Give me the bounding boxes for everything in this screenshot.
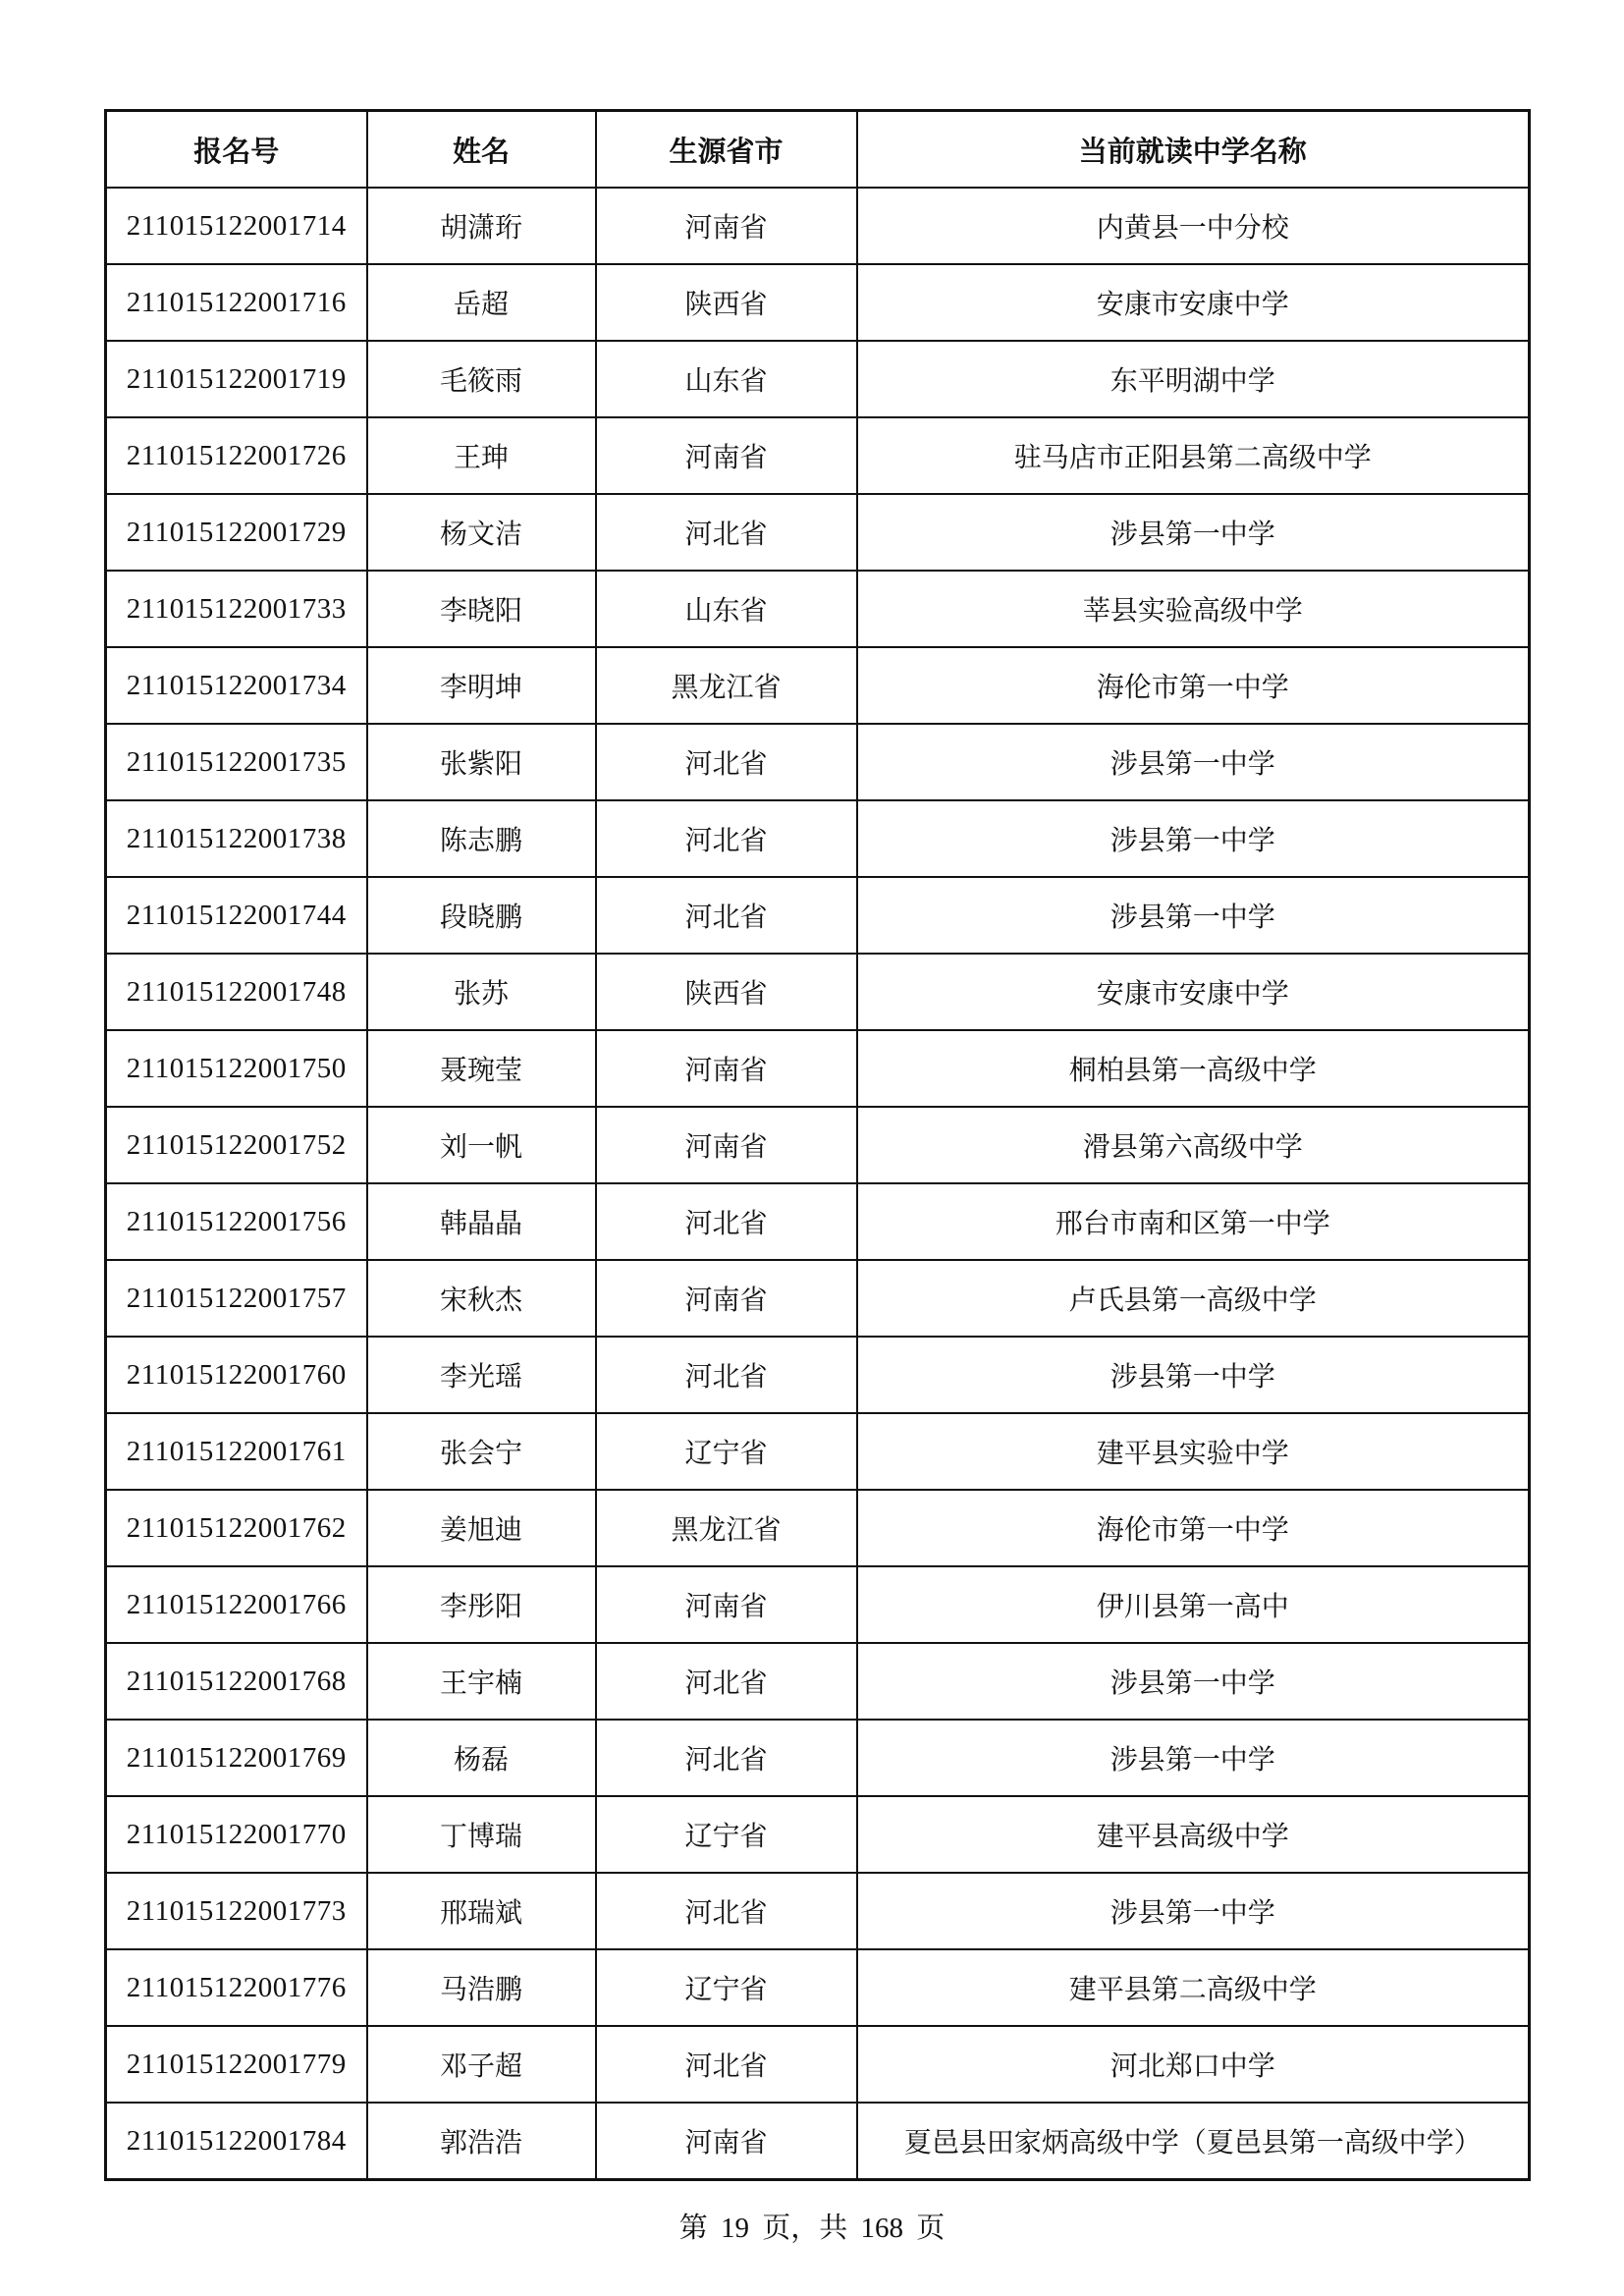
cell-student-name: 陈志鹏 — [367, 800, 596, 877]
cell-student-name: 宋秋杰 — [367, 1260, 596, 1337]
cell-school-name: 莘县实验高级中学 — [857, 571, 1530, 647]
table-row — [106, 1566, 1530, 1643]
cell-registration-number: 211015122001716 — [106, 264, 367, 341]
cell-school-name: 滑县第六高级中学 — [857, 1107, 1530, 1183]
cell-province: 河北省 — [596, 2026, 857, 2103]
cell-registration-number: 211015122001776 — [106, 1949, 367, 2026]
header-registration-number: 报名号 — [106, 111, 367, 189]
cell-province: 河北省 — [596, 800, 857, 877]
cell-province: 河北省 — [596, 1337, 857, 1413]
cell-student-name: 岳超 — [367, 264, 596, 341]
cell-registration-number: 211015122001773 — [106, 1873, 367, 1949]
cell-student-name: 聂琬莹 — [367, 1030, 596, 1107]
cell-student-name: 李明坤 — [367, 647, 596, 724]
cell-province: 河北省 — [596, 1183, 857, 1260]
cell-school-name: 涉县第一中学 — [857, 800, 1530, 877]
cell-school-name: 建平县实验中学 — [857, 1413, 1530, 1490]
table-row — [106, 724, 1530, 800]
table-row — [106, 1337, 1530, 1413]
cell-province: 河南省 — [596, 1107, 857, 1183]
cell-province: 河南省 — [596, 1030, 857, 1107]
cell-student-name: 李晓阳 — [367, 571, 596, 647]
table-row — [106, 264, 1530, 341]
table-row — [106, 954, 1530, 1030]
cell-school-name: 安康市安康中学 — [857, 264, 1530, 341]
cell-province: 河北省 — [596, 1720, 857, 1796]
cell-registration-number: 211015122001756 — [106, 1183, 367, 1260]
cell-student-name: 李光瑶 — [367, 1337, 596, 1413]
header-row — [106, 111, 1530, 189]
cell-student-name: 王珅 — [367, 417, 596, 494]
cell-registration-number: 211015122001762 — [106, 1490, 367, 1566]
cell-registration-number: 211015122001769 — [106, 1720, 367, 1796]
table-row — [106, 1796, 1530, 1873]
header-school: 当前就读中学名称 — [857, 111, 1530, 189]
table-body — [106, 188, 1530, 2180]
table-row — [106, 1030, 1530, 1107]
cell-registration-number: 211015122001734 — [106, 647, 367, 724]
cell-province: 黑龙江省 — [596, 1490, 857, 1566]
cell-registration-number: 211015122001714 — [106, 188, 367, 264]
cell-student-name: 马浩鹏 — [367, 1949, 596, 2026]
cell-school-name: 涉县第一中学 — [857, 1873, 1530, 1949]
table-row — [106, 1873, 1530, 1949]
cell-school-name: 涉县第一中学 — [857, 1720, 1530, 1796]
cell-registration-number: 211015122001735 — [106, 724, 367, 800]
table-row — [106, 1490, 1530, 1566]
cell-registration-number: 211015122001770 — [106, 1796, 367, 1873]
table-row — [106, 341, 1530, 417]
table-row — [106, 188, 1530, 264]
cell-registration-number: 211015122001766 — [106, 1566, 367, 1643]
cell-province: 河北省 — [596, 724, 857, 800]
cell-registration-number: 211015122001779 — [106, 2026, 367, 2103]
cell-student-name: 毛筱雨 — [367, 341, 596, 417]
cell-student-name: 张苏 — [367, 954, 596, 1030]
cell-registration-number: 211015122001784 — [106, 2103, 367, 2180]
cell-student-name: 刘一帆 — [367, 1107, 596, 1183]
cell-student-name: 张紫阳 — [367, 724, 596, 800]
cell-registration-number: 211015122001748 — [106, 954, 367, 1030]
cell-student-name: 段晓鹏 — [367, 877, 596, 954]
cell-student-name: 韩晶晶 — [367, 1183, 596, 1260]
cell-school-name: 海伦市第一中学 — [857, 647, 1530, 724]
cell-province: 河北省 — [596, 1643, 857, 1720]
cell-registration-number: 211015122001760 — [106, 1337, 367, 1413]
header-province: 生源省市 — [596, 111, 857, 189]
cell-school-name: 涉县第一中学 — [857, 877, 1530, 954]
cell-school-name: 涉县第一中学 — [857, 724, 1530, 800]
cell-school-name: 涉县第一中学 — [857, 1337, 1530, 1413]
cell-school-name: 建平县第二高级中学 — [857, 1949, 1530, 2026]
cell-province: 河南省 — [596, 2103, 857, 2180]
table-header — [106, 111, 1530, 189]
cell-student-name: 胡潇珩 — [367, 188, 596, 264]
cell-province: 河南省 — [596, 1566, 857, 1643]
table-row — [106, 1720, 1530, 1796]
table-row — [106, 1260, 1530, 1337]
cell-school-name: 安康市安康中学 — [857, 954, 1530, 1030]
cell-student-name: 张会宁 — [367, 1413, 596, 1490]
table-row — [106, 2026, 1530, 2103]
table-row — [106, 494, 1530, 571]
cell-student-name: 杨磊 — [367, 1720, 596, 1796]
cell-registration-number: 211015122001761 — [106, 1413, 367, 1490]
cell-province: 辽宁省 — [596, 1949, 857, 2026]
header-name: 姓名 — [367, 111, 596, 189]
table-row — [106, 2103, 1530, 2180]
table-row — [106, 1949, 1530, 2026]
cell-registration-number: 211015122001733 — [106, 571, 367, 647]
cell-province: 陕西省 — [596, 954, 857, 1030]
cell-school-name: 邢台市南和区第一中学 — [857, 1183, 1530, 1260]
cell-province: 黑龙江省 — [596, 647, 857, 724]
cell-province: 山东省 — [596, 341, 857, 417]
cell-province: 辽宁省 — [596, 1413, 857, 1490]
cell-student-name: 姜旭迪 — [367, 1490, 596, 1566]
cell-school-name: 海伦市第一中学 — [857, 1490, 1530, 1566]
cell-province: 河北省 — [596, 494, 857, 571]
cell-registration-number: 211015122001738 — [106, 800, 367, 877]
cell-province: 河北省 — [596, 1873, 857, 1949]
cell-school-name: 驻马店市正阳县第二高级中学 — [857, 417, 1530, 494]
table-row — [106, 1107, 1530, 1183]
cell-school-name: 伊川县第一高中 — [857, 1566, 1530, 1643]
cell-province: 辽宁省 — [596, 1796, 857, 1873]
table-row — [106, 1643, 1530, 1720]
student-roster-table — [104, 109, 1531, 2181]
cell-registration-number: 211015122001729 — [106, 494, 367, 571]
cell-school-name: 建平县高级中学 — [857, 1796, 1530, 1873]
table-row — [106, 800, 1530, 877]
cell-province: 山东省 — [596, 571, 857, 647]
cell-registration-number: 211015122001768 — [106, 1643, 367, 1720]
cell-registration-number: 211015122001750 — [106, 1030, 367, 1107]
cell-student-name: 丁博瑞 — [367, 1796, 596, 1873]
cell-school-name: 卢氏县第一高级中学 — [857, 1260, 1530, 1337]
cell-province: 河南省 — [596, 188, 857, 264]
cell-province: 河北省 — [596, 877, 857, 954]
cell-student-name: 邓子超 — [367, 2026, 596, 2103]
table-row — [106, 1183, 1530, 1260]
cell-province: 河南省 — [596, 1260, 857, 1337]
cell-school-name: 涉县第一中学 — [857, 1643, 1530, 1720]
cell-school-name: 涉县第一中学 — [857, 494, 1530, 571]
cell-school-name: 夏邑县田家炳高级中学（夏邑县第一高级中学） — [857, 2103, 1530, 2180]
cell-registration-number: 211015122001752 — [106, 1107, 367, 1183]
cell-student-name: 杨文洁 — [367, 494, 596, 571]
cell-province: 陕西省 — [596, 264, 857, 341]
cell-student-name: 邢瑞斌 — [367, 1873, 596, 1949]
table-row — [106, 571, 1530, 647]
table-row — [106, 1413, 1530, 1490]
table-row — [106, 647, 1530, 724]
cell-registration-number: 211015122001726 — [106, 417, 367, 494]
cell-school-name: 内黄县一中分校 — [857, 188, 1530, 264]
cell-registration-number: 211015122001757 — [106, 1260, 367, 1337]
cell-student-name: 王宇楠 — [367, 1643, 596, 1720]
table-row — [106, 877, 1530, 954]
page-number-footer: 第 19 页，共 168 页 — [678, 2213, 946, 2244]
cell-school-name: 东平明湖中学 — [857, 341, 1530, 417]
cell-student-name: 李彤阳 — [367, 1566, 596, 1643]
cell-registration-number: 211015122001719 — [106, 341, 367, 417]
cell-school-name: 桐柏县第一高级中学 — [857, 1030, 1530, 1107]
cell-registration-number: 211015122001744 — [106, 877, 367, 954]
table-row — [106, 417, 1530, 494]
cell-province: 河南省 — [596, 417, 857, 494]
cell-school-name: 河北郑口中学 — [857, 2026, 1530, 2103]
cell-student-name: 郭浩浩 — [367, 2103, 596, 2180]
